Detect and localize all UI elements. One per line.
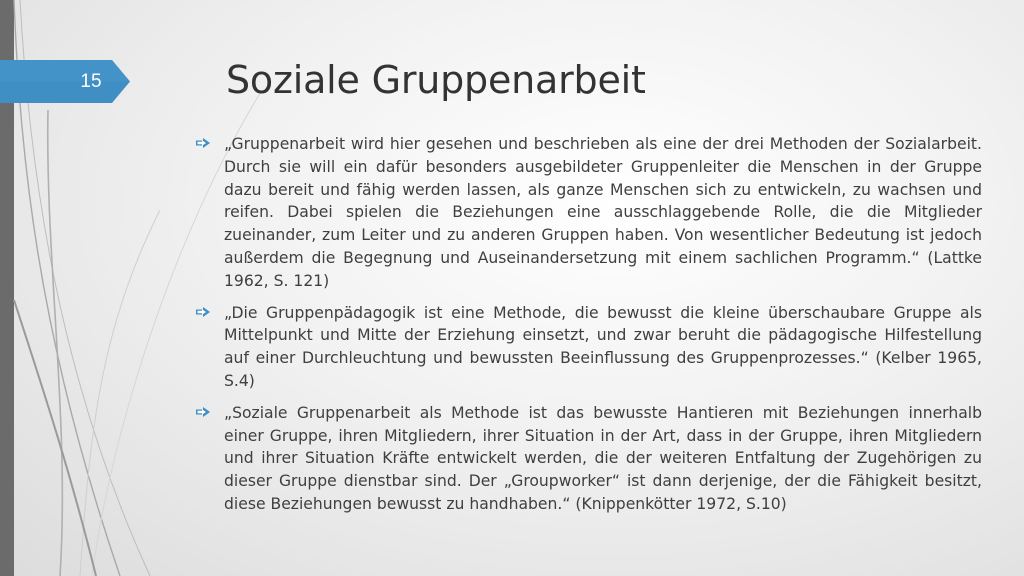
bullet-item <box>196 133 982 293</box>
deco-curve-4 <box>80 210 160 576</box>
bullet-text: „Gruppenarbeit wird hier gesehen und beschrieben als eine der drei Methoden der Sozialarbeit. Durch sie will ein dafür besonders ausgebildeter Gruppenleiter die Menschen in der Gruppe dazu bereit und fähig werden lassen, als ganze Menschen sich zu entwickeln, zu wachsen und reifen. Dabei spielen die Beziehungen eine ausschlaggebende Rolle, die die Mitglieder zueinander, zum Leiter und zu anderen Gruppen haben. Von wesentlicher Bedeutung ist jedoch außerdem die Begegnung und Auseinandersetzung mit einem sachlichen Programm.“ (Lattke 1962, S. 121) <box>224 135 982 290</box>
bullet-item <box>196 302 982 393</box>
bullet-text: „Die Gruppenpädagogik ist eine Methode, die bewusst die kleine überschaubare Gruppe als Mittelpunkt und Mitte der Erziehung einsetzt, und zwar beruht die pädagogische Hilfestellung auf einer Durchleuchtung und bewussten Beeinflussung des Gruppenprozesses.“ (Kelber 1965, S.4) <box>224 303 982 390</box>
slide-number: 15 <box>80 71 102 92</box>
arrow-bullet-icon <box>196 407 210 417</box>
slide-title: Soziale Gruppenarbeit <box>226 58 646 102</box>
bullet-item <box>196 402 982 516</box>
arrow-bullet-icon <box>196 138 210 148</box>
bullet-text: „Soziale Gruppenarbeit als Methode ist das bewusste Hantieren mit Beziehungen innerhalb einer Gruppe, ihren Mitgliedern, ihrer Situation in der Art, dass in der Gruppe, ihren Mitgliedern und ihrer Situation Kräfte entwickelt werden, die der weiteren Entfaltung der Zugehörigen zu dieser Gruppe dienstbar sind. Der „Groupworker“ ist dann derjenige, der die Fähigkeit besitzt, diese Beziehungen bewusst zu handhaben.“ (Knippenkötter 1972, S.10) <box>224 403 982 513</box>
bullet-list <box>196 133 982 525</box>
arrow-bullet-icon <box>196 307 210 317</box>
